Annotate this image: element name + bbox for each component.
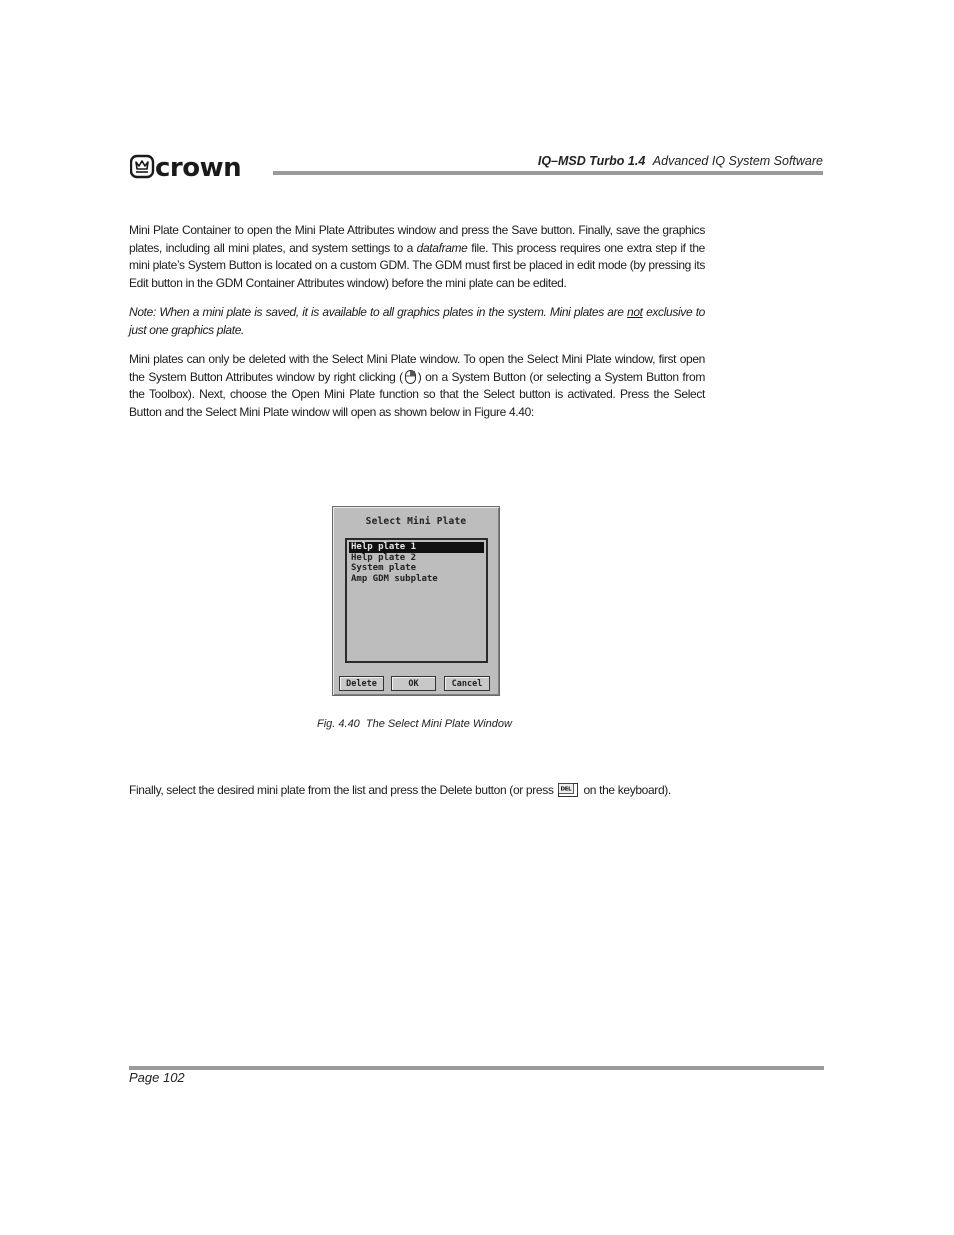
paragraph1-emphasis: dataframe	[416, 240, 468, 255]
footer-rule	[129, 1066, 824, 1070]
paragraph-save-mini-plate	[129, 222, 705, 293]
paragraph1-text-b: file. This process requires one extra step if the mini plate’s System Button is located on a custom GDM. The GDM must first be placed in edit mode (by pressing its Edit button in the GDM Container Attributes window) before the mini plate can be edited.	[129, 240, 705, 291]
crown-logo	[130, 152, 272, 182]
cancel-button[interactable]: Cancel	[444, 676, 490, 691]
mini-plate-list[interactable]	[345, 538, 488, 663]
right-mouse-click-icon	[404, 369, 417, 385]
figure-caption: Fig. 4.40 The Select Mini Plate Window	[317, 718, 512, 730]
header-rule	[273, 171, 823, 175]
dialog-title: Select Mini Plate	[365, 516, 467, 527]
note-underlined-word: not	[627, 305, 643, 319]
note-text-b: exclusive to just one graphics plate.	[129, 305, 706, 337]
product-name: IQ–MSD Turbo 1.4	[537, 154, 646, 168]
paragraph2-text-a: Mini plates can only be deleted with the Select Mini Plate window. To open the Select Mini Plate window, first open the System Button Attributes window by right clicking (	[129, 352, 705, 384]
paragraph-delete-instructions	[129, 351, 705, 422]
list-item-selected[interactable]: Help plate 1	[349, 542, 484, 553]
delete-key-label: DEL	[560, 786, 572, 793]
delete-button[interactable]: Delete	[339, 676, 384, 691]
paragraph3-text-a: Finally, select the desired mini plate from the list and press the Delete button (or press	[129, 783, 557, 797]
document-header-title	[538, 154, 823, 168]
paragraph1-text-a: Mini Plate Container to open the Mini Plate Attributes window and press the Save button. Finally, save the graphics plates, including all mini plates, and system settings to a	[129, 223, 705, 255]
product-subtitle: Advanced IQ System Software	[652, 154, 823, 168]
ok-button[interactable]: OK	[391, 676, 436, 691]
note-text-a: Note: When a mini plate is saved, it is available to all graphics plates in the system. Mini plates are	[129, 305, 627, 319]
note-paragraph	[129, 304, 705, 339]
delete-key-icon	[558, 783, 578, 797]
paragraph-final-delete	[129, 782, 749, 800]
select-mini-plate-window	[332, 506, 500, 696]
paragraph2-text-b: ) on a System Button (or selecting a System Button from the Toolbox). Next, choose the Open Mini Plate function so that the Select button is activated. Press the Select Button and the Select Mini Plate window will open as shown below in Figure 4.40:	[129, 369, 705, 420]
page-number: Page 102	[129, 1070, 185, 1085]
list-item[interactable]: System plate	[351, 563, 417, 573]
logo-wordmark: crown	[155, 153, 242, 182]
paragraph3-text-b: on the keyboard).	[580, 783, 671, 797]
list-item[interactable]: Amp GDM subplate	[351, 573, 438, 584]
list-item[interactable]: Help plate 2	[351, 552, 417, 563]
